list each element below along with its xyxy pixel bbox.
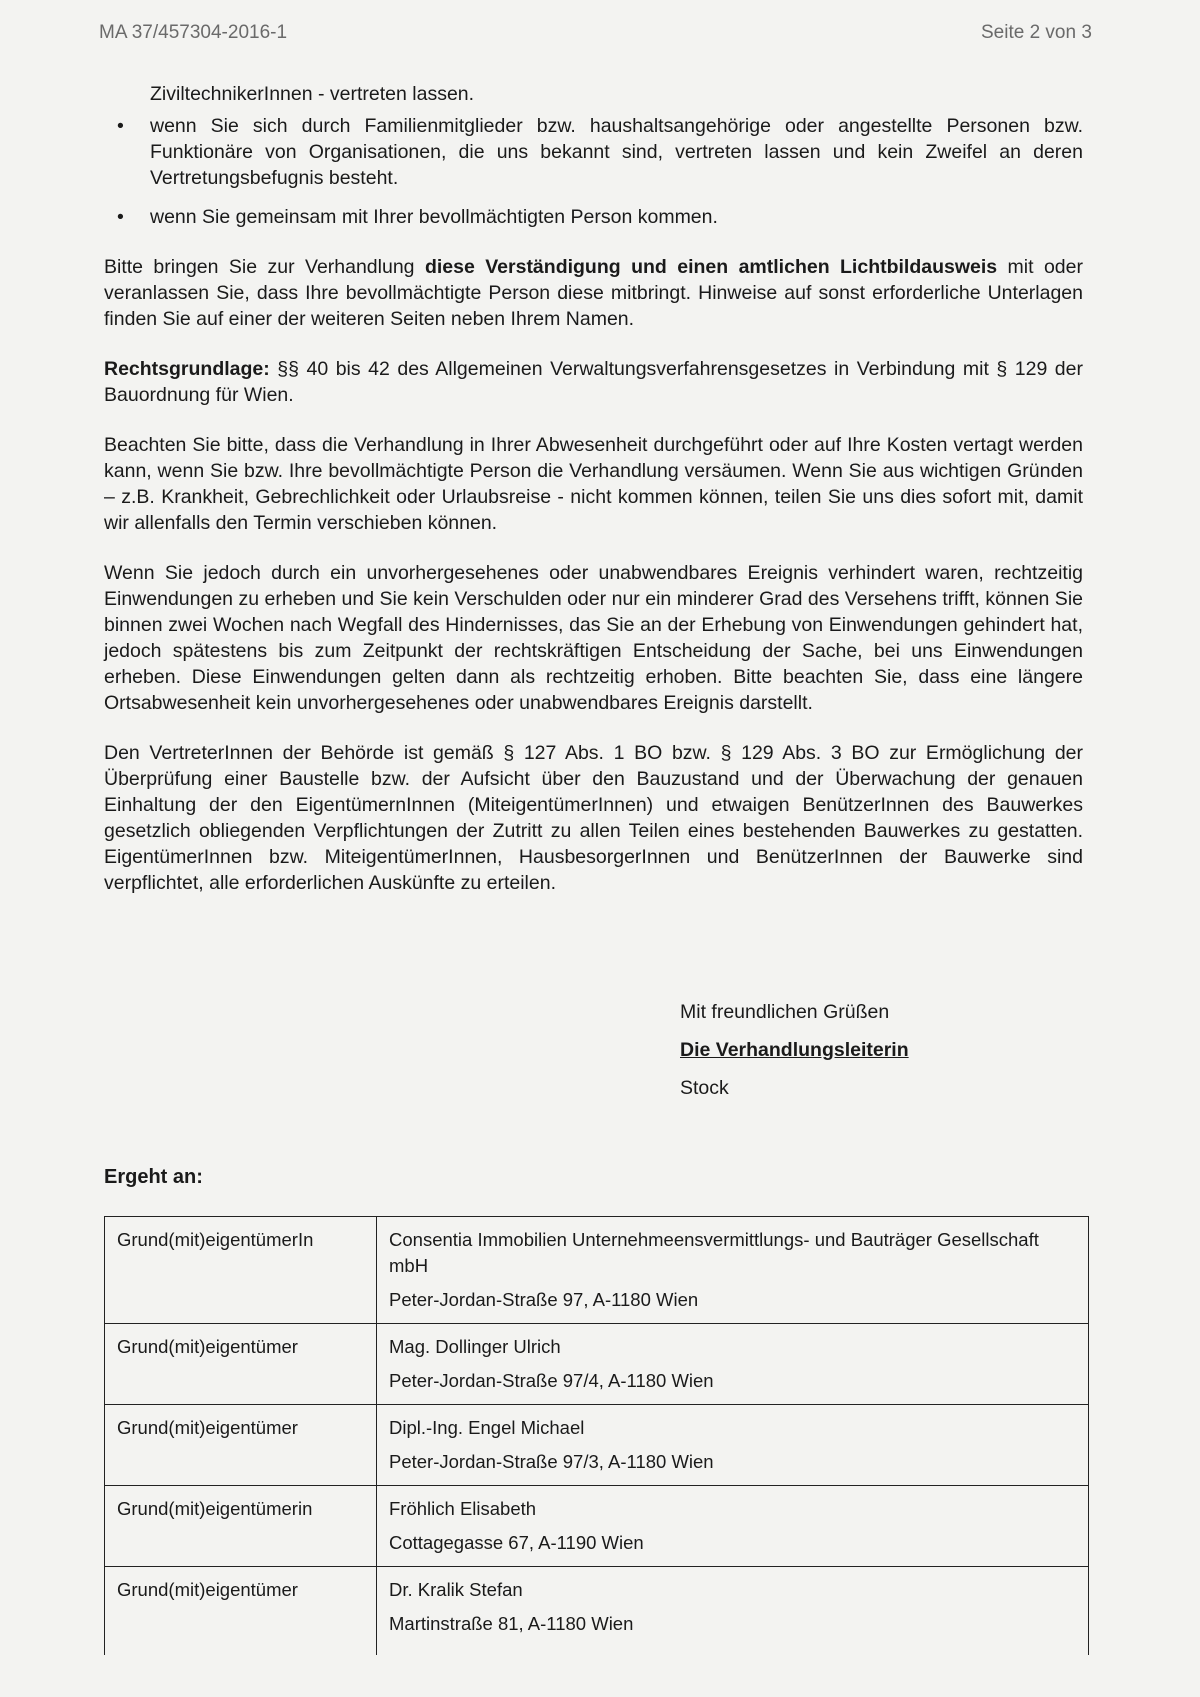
recipient-details: [377, 1486, 1089, 1567]
recipient-details: [377, 1405, 1089, 1486]
paragraph-bold: diese Verständigung und einen amtlichen Lichtbildausweis: [424, 256, 998, 278]
signatory-role: Die Verhandlungsleiterin: [680, 1039, 909, 1061]
bullet-item: • wenn Sie sich durch Familienmitglieder bzw. haushaltsangehörige oder angestellte Personen bzw. Funktionäre von Organisationen, die uns bekannt sind, vertreten lassen und kein Zweifel an deren Vertretungsbefugnis besteht.: [104, 113, 1083, 191]
recipient-name: Fröhlich Elisabeth: [389, 1498, 537, 1519]
recipient-name: Dipl.-Ing. Engel Michael: [389, 1417, 585, 1438]
paragraph-legal-basis: [104, 356, 1083, 408]
bullet-item: • wenn Sie gemeinsam mit Ihrer bevollmächtigten Person kommen.: [104, 204, 1083, 230]
recipient-role: Grund(mit)eigentümer: [105, 1324, 377, 1405]
table-row: [105, 1567, 1089, 1656]
paragraph-text: Bitte bringen Sie zur Verhandlung: [104, 256, 425, 278]
recipient-role: Grund(mit)eigentümerIn: [105, 1217, 377, 1324]
recipient-name: Consentia Immobilien Unternehmeensvermittlungs- und Bauträger Gesellschaft mbH: [389, 1229, 1039, 1276]
closing-block: [680, 993, 909, 1107]
closing-greeting: Mit freundlichen Grüßen: [680, 1001, 890, 1023]
recipient-address: Peter-Jordan-Straße 97, A-1180 Wien: [389, 1289, 699, 1310]
recipient-details: [377, 1217, 1089, 1324]
paragraph-text: §§ 40 bis 42 des Allgemeinen Verwaltungsverfahrensgesetzes in Verbindung mit § 129 der Bauordnung für Wien.: [104, 358, 1083, 406]
table-row: [105, 1217, 1089, 1324]
recipient-details: [377, 1567, 1089, 1656]
recipients-table: [104, 1216, 1089, 1655]
recipient-role: Grund(mit)eigentümerin: [105, 1486, 377, 1567]
paragraph-absence: Beachten Sie bitte, dass die Verhandlung in Ihrer Abwesenheit durchgeführt oder auf Ihre Kosten vertagt werden kann, wenn Sie bzw. Ihre bevollmächtigte Person die Verhandlung versäumen. Wenn Sie aus wichtigen Gründen – z.B. Krankheit, Gebrechlichkeit oder Urlaubsreise - nicht kommen können, teilen Sie uns dies sofort mit, damit wir allenfalls den Termin verschieben können.: [104, 434, 1083, 534]
document-reference: MA 37/457304-2016-1: [99, 22, 288, 43]
document-body: [104, 81, 1083, 896]
intro-line: ZiviltechnikerInnen - vertreten lassen.: [150, 83, 475, 105]
table-row: [105, 1405, 1089, 1486]
legal-basis-label: Rechtsgrundlage:: [104, 358, 270, 380]
recipient-details: [377, 1324, 1089, 1405]
recipient-role: Grund(mit)eigentümer: [105, 1405, 377, 1486]
table-row: [105, 1486, 1089, 1567]
paragraph-text: mit oder veranlassen Sie, dass Ihre bevollmächtigte Person diese mitbringt. Hinweise auf sonst erforderliche Unterlagen finden Sie auf einer der weiteren Seiten neben Ihrem Namen.: [104, 256, 1083, 330]
recipient-address: Peter-Jordan-Straße 97/3, A-1180 Wien: [389, 1451, 714, 1472]
recipient-address: Cottagegasse 67, A-1190 Wien: [389, 1532, 644, 1553]
recipient-address: Martinstraße 81, A-1180 Wien: [389, 1613, 634, 1634]
bullet-list: [104, 113, 1083, 230]
paragraph-unforeseen-event: Wenn Sie jedoch durch ein unvorhergesehenes oder unabwendbares Ereignis verhindert waren, rechtzeitig Einwendungen zu erheben und Sie kein Verschulden oder nur ein minderer Grad des Versehens trifft, können Sie binnen zwei Wochen nach Wegfall des Hindernisses, das Sie an der Erhebung von Einwendungen gehindert hat, jedoch spätestens bis zum Zeitpunkt der rechtskräftigen Entscheidung der Sache, bei uns Einwendungen erheben. Diese Einwendungen gelten dann als rechtzeitig erhoben. Bitte beachten Sie, dass eine längere Ortsabwesenheit kein unvorhergesehenes oder unabwendbares Ereignis darstellt.: [104, 562, 1083, 714]
page-number: Seite 2 von 3: [981, 22, 1092, 43]
paragraph-bring-documents: [104, 254, 1083, 332]
recipients-heading: Ergeht an:: [104, 1166, 203, 1188]
recipient-name: Dr. Kralik Stefan: [389, 1579, 523, 1600]
signatory-name: Stock: [680, 1077, 729, 1099]
recipient-address: Peter-Jordan-Straße 97/4, A-1180 Wien: [389, 1370, 714, 1391]
table-row: [105, 1324, 1089, 1405]
recipient-role: Grund(mit)eigentümer: [105, 1567, 377, 1656]
recipient-name: Mag. Dollinger Ulrich: [389, 1336, 561, 1357]
paragraph-access: Den VertreterInnen der Behörde ist gemäß § 127 Abs. 1 BO bzw. § 129 Abs. 3 BO zur Ermöglichung der Überprüfung einer Baustelle bzw. der Aufsicht über den Bauzustand und der Überwachung der genauen Einhaltung der den EigentümernInnen (MiteigentümerInnen) und etwaigen BenützerInnen des Bauwerkes gesetzlich obliegenden Verpflichtungen der Zutritt zu allen Teilen eines bestehenden Bauwerkes zu gestatten. EigentümerInnen bzw. MiteigentümerInnen, HausbesorgerInnen und BenützerInnen der Bauwerke sind verpflichtet, alle erforderlichen Auskünfte zu erteilen.: [104, 742, 1083, 894]
